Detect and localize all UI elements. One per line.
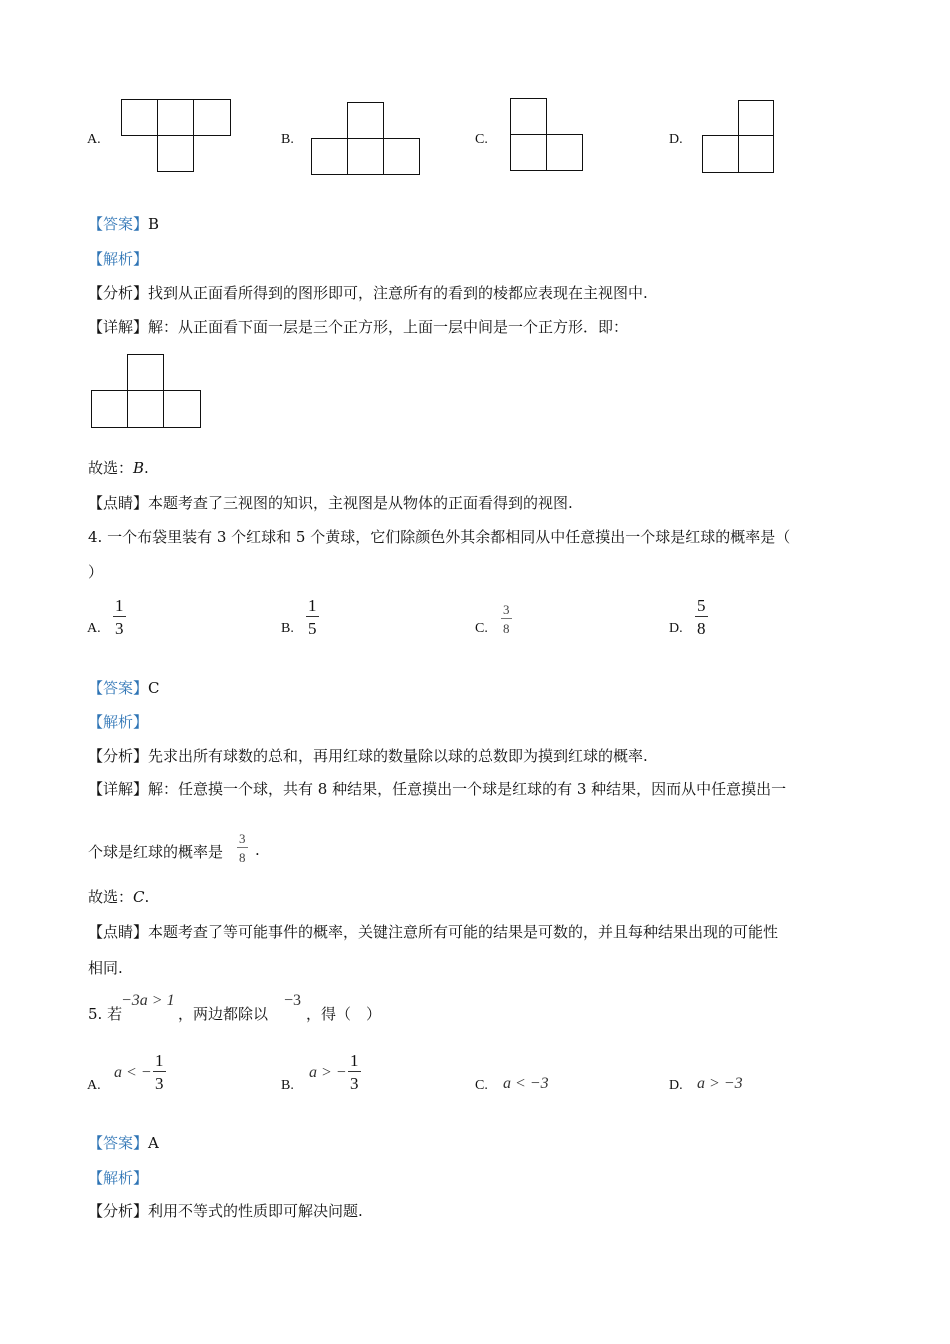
answer-value: C (148, 679, 160, 697)
option-c-fraction (501, 603, 512, 635)
square (546, 134, 583, 171)
option-b-lhs: a > − (309, 1064, 347, 1081)
option-d-label: D. (669, 132, 683, 147)
guxuan-line (88, 457, 149, 478)
guxuan-prefix: 故选： (88, 459, 134, 477)
square (347, 102, 384, 139)
xiangjie-line (88, 778, 786, 799)
option-d-expr: a > −3 (697, 1075, 743, 1092)
denominator: 8 (239, 850, 246, 865)
question-5-divisor: −3 (284, 992, 302, 1009)
square (157, 135, 194, 172)
fenxi-line (88, 745, 648, 766)
fenxi-text: 找到从正面看所得到的图形即可，注意所有的看到的棱都应表现在主视图中. (148, 284, 648, 302)
dianjing-line (88, 492, 573, 513)
numerator: 1 (308, 596, 317, 615)
analysis-heading: 【解析】 (88, 713, 149, 731)
square (738, 135, 774, 173)
option-b-label: B. (281, 132, 294, 147)
option-b-label: B. (281, 1078, 294, 1093)
xiangjie-line (88, 316, 628, 337)
denominator: 8 (503, 621, 510, 636)
answer-tag: 【答案】 (88, 215, 149, 233)
denominator: 5 (308, 619, 317, 638)
question-4-stem-end: ） (88, 563, 104, 581)
guxuan-prefix: 故选： (88, 888, 134, 906)
denominator: 3 (155, 1074, 164, 1093)
fenxi-tag: 【分析】 (88, 1202, 149, 1220)
question-5-inequality: −3a > 1 (121, 992, 175, 1009)
square (510, 134, 547, 171)
option-a-label: A. (87, 621, 101, 636)
option-d-label: D. (669, 621, 683, 636)
option-c-label: C. (475, 621, 488, 636)
analysis-heading: 【解析】 (88, 1169, 149, 1187)
probability-fraction (237, 832, 248, 864)
option-a-label: A. (87, 132, 101, 147)
xiangjie-text: 解：从正面看下面一层是三个正方形，上面一层中间是一个正方形．即： (148, 318, 629, 336)
answer-line (88, 213, 159, 234)
fenxi-line (88, 282, 648, 303)
numerator: 1 (115, 596, 124, 615)
dianjing-tag: 【点睛】 (88, 494, 149, 512)
sentence-end: . (255, 841, 260, 859)
numerator: 3 (239, 831, 246, 846)
xiangjie-tag: 【详解】 (88, 780, 149, 798)
answer-tag: 【答案】 (88, 1134, 149, 1152)
option-d-label: D. (669, 1078, 683, 1093)
option-a-fraction (113, 597, 126, 637)
xiangjie-tag: 【详解】 (88, 318, 149, 336)
option-c-label: C. (475, 132, 488, 147)
answer-value: A (148, 1134, 159, 1152)
fenxi-text: 利用不等式的性质即可解决问题. (148, 1202, 363, 1220)
question-5-stem-mid: ，两边都除以 (178, 1005, 269, 1023)
answer-tag: 【答案】 (88, 679, 149, 697)
fenxi-tag: 【分析】 (88, 747, 149, 765)
answer-line (88, 677, 160, 698)
square (163, 390, 201, 428)
guxuan-suffix: . (144, 888, 150, 906)
answer-line (88, 1132, 159, 1153)
numerator: 1 (350, 1051, 359, 1070)
square (127, 354, 164, 391)
denominator: 8 (697, 619, 706, 638)
numerator: 5 (697, 596, 706, 615)
denominator: 3 (115, 619, 124, 638)
question-5-stem-prefix: 5. 若 (88, 1005, 123, 1023)
guxuan-letter: B (133, 459, 145, 477)
question-5-stem-suffix: ，得（ ） (306, 1005, 382, 1023)
fenxi-tag: 【分析】 (88, 284, 149, 302)
dianjing-tag: 【点睛】 (88, 923, 149, 941)
guxuan-suffix: . (144, 459, 149, 477)
option-a-fraction (153, 1052, 166, 1092)
question-4-stem: 4. 一个布袋里装有 3 个红球和 5 个黄球，它们除颜色外其余都相同从中任意摸出一个球是红球的概率是（ (88, 528, 791, 546)
dianjing-text: 本题考查了等可能事件的概率，关键注意所有可能的结果是可数的，并且每种结果出现的可能性 (148, 923, 779, 941)
denominator: 3 (350, 1074, 359, 1093)
numerator: 1 (155, 1051, 164, 1070)
guxuan-letter: C (133, 888, 145, 906)
option-c-label: C. (475, 1078, 488, 1093)
square (510, 98, 547, 135)
fenxi-text: 先求出所有球数的总和，再用红球的数量除以球的总数即为摸到红球的概率. (148, 747, 648, 765)
option-a-label: A. (87, 1078, 101, 1093)
square (383, 138, 420, 175)
square (738, 100, 774, 136)
option-b-label: B. (281, 621, 294, 636)
xiangjie-line-2: 个球是红球的概率是 (88, 843, 224, 861)
option-d-fraction (695, 597, 708, 637)
dianjing-text: 本题考查了三视图的知识，主视图是从物体的正面看得到的视图. (148, 494, 573, 512)
xiangjie-text: 解：任意摸一个球，共有 8 种结果，任意摸出一个球是红球的有 3 种结果，因而从中任意摸出一 (148, 780, 787, 798)
option-b-fraction (348, 1052, 361, 1092)
square (193, 99, 231, 136)
option-a-lhs: a < − (114, 1064, 152, 1081)
square (311, 138, 348, 175)
dianjing-line (88, 921, 778, 942)
square (127, 390, 164, 428)
square (121, 99, 158, 136)
answer-value: B (148, 215, 160, 233)
fenxi-line (88, 1200, 363, 1221)
option-c-expr: a < −3 (503, 1075, 549, 1092)
option-b-fraction (306, 597, 319, 637)
square (91, 390, 128, 428)
numerator: 3 (503, 602, 510, 617)
guxuan-line (88, 886, 149, 907)
square (702, 135, 739, 173)
square (157, 99, 194, 136)
square (347, 138, 384, 175)
dianjing-line-2: 相同. (88, 959, 123, 977)
analysis-heading: 【解析】 (88, 250, 149, 268)
